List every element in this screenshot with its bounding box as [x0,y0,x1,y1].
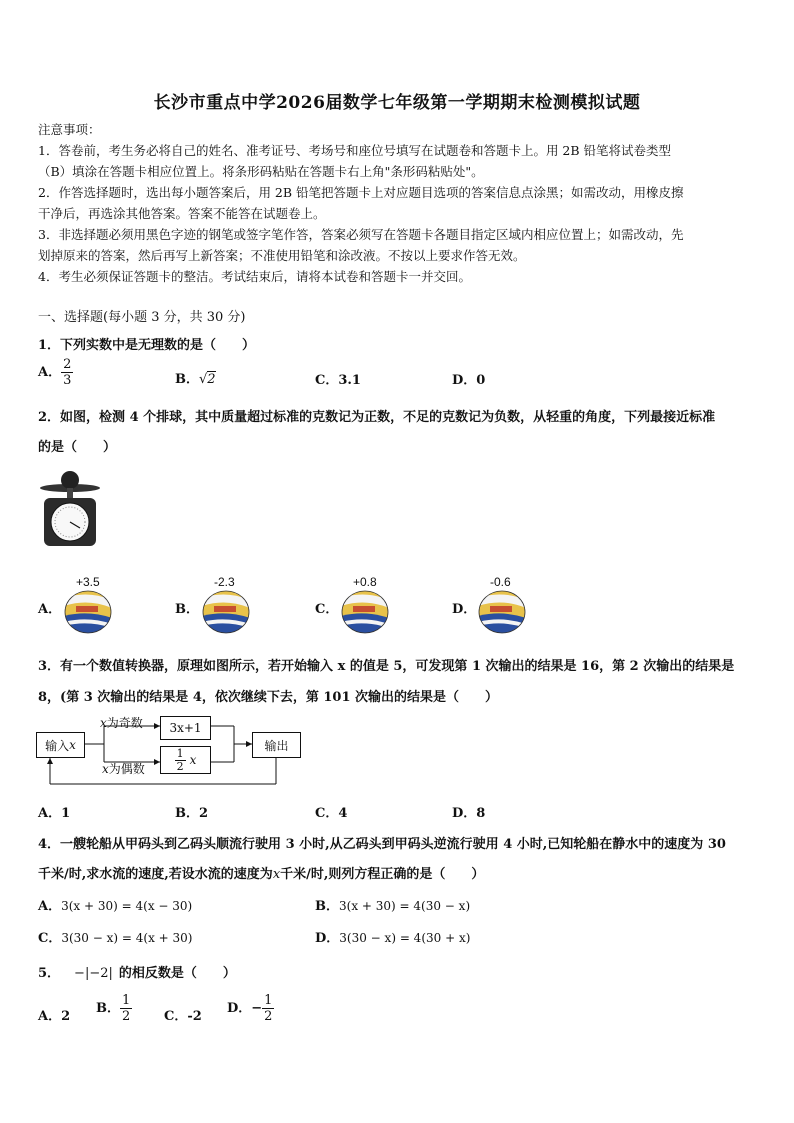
q4-option-a[interactable] [38,895,192,914]
q4-option-c[interactable] [38,927,192,946]
option-label: A． [38,602,62,617]
section-heading: 一、选择题(每小题 3 分，共 30 分) [38,310,246,325]
option-label: B． [96,1001,120,1016]
q2-option-d[interactable] [452,598,476,617]
notice-line: 2．作答选择题时，选出每小题答案后，用 2B 铅笔把答题卡上对应题目选项的答案信息点涂黑；如需改动，用橡皮擦 [38,185,684,200]
volleyball-icon [202,590,250,634]
equation: 3(30 − x) = 4(30 + x) [339,931,471,945]
flow-output-box: 输出 [252,732,301,758]
question-5-stem [38,962,236,981]
stem-text: 千米/时,则列方程正确的是（ ） [280,867,485,882]
q5-option-c[interactable]: C．-2 [164,1009,202,1024]
option-label: C． [38,931,62,946]
question-3-stem-line1: 3．有一个数值转换器，原理如图所示，若开始输入 x 的值是 5，可发现第 1 次输出的结果是 16，第 2 次输出的结果是 [38,659,735,674]
denominator: 2 [264,1009,273,1024]
q5-option-d[interactable] [227,993,274,1024]
notice-line: 划掉原来的答案，然后再写上新答案；不准使用铅笔和涂改液。不按以上要求作答无效。 [38,248,526,263]
option-label: B． [175,372,199,387]
var-x: x [102,762,109,776]
option-label: D． [315,931,340,946]
flow-even-rule-box [160,746,211,774]
option-label: D．− [227,1001,263,1016]
q2-option-b[interactable] [175,598,199,617]
question-number: 5． [38,966,61,981]
radicand: 2 [207,372,216,387]
fraction [61,357,73,388]
option-label: B． [315,899,339,914]
denominator: 2 [122,1009,131,1024]
numerator: 2 [63,357,72,372]
var-x: x [272,867,281,882]
volleyball-icon [341,590,389,634]
stem-text: 千米/时,求水流的速度,若设水流的速度为 [38,867,273,882]
flow-input-var: x [69,738,76,752]
equation: 3(30 − x) = 4(x + 30) [61,931,193,945]
fraction [175,748,186,773]
sqrt-icon: √ [199,372,208,387]
fraction [120,993,132,1024]
notice-line: 3．非选择题必须用黑色字迹的钢笔或签字笔作答，答案必须写在答题卡各题目指定区域内相应位置上；如需改动，先 [38,227,684,242]
question-3-stem-line2: 8，(第 3 次输出的结果是 4，依次继续下去，第 101 次输出的结果是（ ） [38,690,499,705]
option-label: D． [452,602,477,617]
question-1-stem: 1．下列实数中是无理数的是（ ） [38,338,256,353]
equation: 3(x + 30) = 4(x − 30) [61,899,193,913]
q1-option-a[interactable] [38,357,73,388]
question-4-stem-line2 [38,863,484,882]
ball-weight-label: +3.5 [76,575,100,589]
var-x: x [189,753,197,767]
expression: −|−2| [74,966,113,981]
volleyball-icon [64,590,112,634]
flow-odd-rule-box: 3x+1 [160,716,211,740]
notice-line: 干净后，再选涂其他答案。答案不能答在试题卷上。 [38,206,326,221]
ball-weight-label: -2.3 [214,575,235,589]
notice-heading: 注意事项： [38,122,101,137]
q1-option-b[interactable] [175,368,216,387]
q2-option-a[interactable] [38,598,61,617]
notice-line: 4．考生必须保证答题卡的整洁。考试结束后，请将本试卷和答题卡一并交回。 [38,269,471,284]
numerator: 1 [264,993,273,1008]
q5-option-a[interactable]: A．2 [38,1009,71,1024]
q3-option-c[interactable]: C．4 [315,806,348,821]
q1-option-d[interactable]: D．0 [452,373,486,388]
q1-option-c[interactable]: C．3.1 [315,373,361,388]
ball-weight-label: +0.8 [353,575,377,589]
option-label: C． [315,602,339,617]
fraction [262,993,274,1024]
q4-option-b[interactable] [315,895,470,914]
odd-text: 为奇数 [106,716,143,730]
q3-option-a[interactable]: A．1 [38,806,71,821]
flow-even-label [102,760,145,777]
option-label: A． [38,365,62,380]
q3-option-b[interactable]: B．2 [175,806,209,821]
numerator: 1 [176,746,184,760]
notice-line: （B）填涂在答题卡相应位置上。将条形码粘贴在答题卡右上角"条形码粘贴处"。 [38,164,484,179]
numerator: 1 [122,993,131,1008]
flow-odd-label [100,714,143,731]
q4-option-d[interactable] [315,927,470,946]
volleyball-icon [478,590,526,634]
option-label: B． [175,602,199,617]
scale-icon [38,470,102,550]
question-2-stem-line1: 2．如图，检测 4 个排球，其中质量超过标准的克数记为正数，不足的克数记为负数，从轻重的角度，下列最接近标准 [38,410,716,425]
q5-option-b[interactable] [96,993,132,1024]
q3-option-d[interactable]: D．8 [452,806,486,821]
var-x: x [100,716,107,730]
ball-weight-label: -0.6 [490,575,511,589]
flow-input-label: 输入 [45,738,70,753]
question-4-stem-line1: 4．一艘轮船从甲码头到乙码头顺流行驶用 3 小时,从乙码头到甲码头逆流行驶用 4 小时,已知轮船在静水中的速度为 30 [38,837,726,852]
equation: 3(x + 30) = 4(30 − x) [339,899,471,913]
question-2-stem-line2: 的是（ ） [38,440,117,455]
option-label: A． [38,899,62,914]
even-text: 为偶数 [108,762,145,776]
denominator: 2 [176,759,184,773]
stem-text: 的相反数是（ ） [118,966,236,981]
notice-line: 1．答卷前，考生务必将自己的姓名、准考证号、考场号和座位号填写在试题卷和答题卡上。用 2B 铅笔将试卷类型 [38,143,672,158]
denominator: 3 [63,373,72,388]
flow-input-box [36,732,85,758]
page-title: 长沙市重点中学2026届数学七年级第一学期期末检测模拟试题 [153,93,641,113]
q2-option-c[interactable] [315,598,338,617]
